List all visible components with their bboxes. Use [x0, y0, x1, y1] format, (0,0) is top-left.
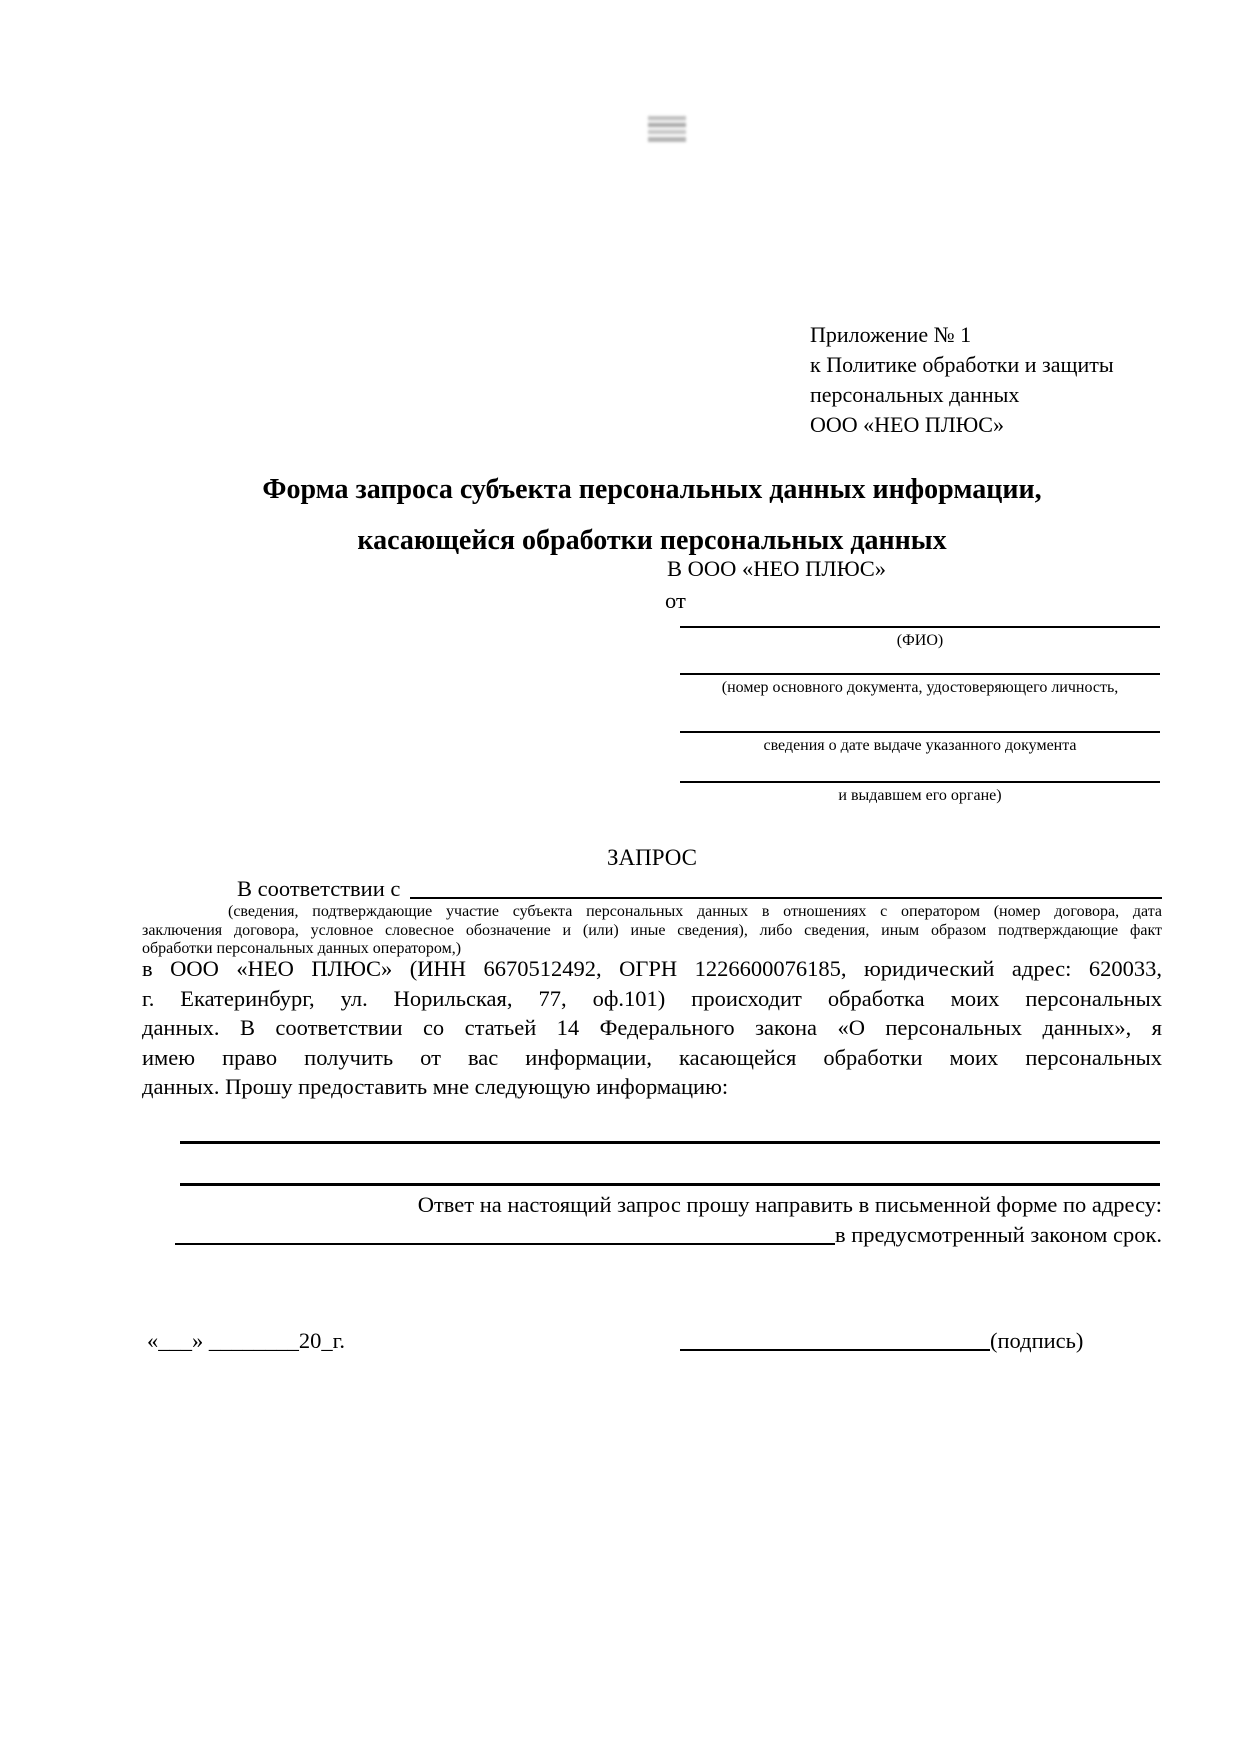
- intro-text: В соответствии с: [237, 876, 401, 901]
- body-line-2: г. Екатеринбург, ул. Норильская, 77, оф.101) происходит обработка моих персональных: [142, 985, 1162, 1011]
- document-number-blank-line: [680, 673, 1160, 675]
- address-blank-line: [175, 1243, 835, 1245]
- issuer-caption: и выдавшем его органе): [838, 787, 1002, 804]
- addressee-org: В ООО «НЕО ПЛЮС»: [667, 556, 887, 581]
- request-body: [142, 954, 1162, 1102]
- info-blank-line-2: [180, 1183, 1160, 1186]
- appendix-line-3: персональных данных: [810, 382, 1020, 407]
- signature-row: [680, 1328, 1083, 1354]
- document-number-caption: (номер основного документа, удостоверяющего личность,: [721, 679, 1119, 696]
- blurred-logo-image: [648, 116, 686, 142]
- appendix-line-1: Приложение № 1: [810, 322, 972, 347]
- answer-request-line: Ответ на настоящий запрос прошу направить в письменной форме по адресу:: [417, 1192, 1162, 1217]
- answer-tail-text: в предусмотренный законом срок.: [835, 1222, 1162, 1247]
- appendix-line-4: ООО «НЕО ПЛЮС»: [810, 412, 1004, 437]
- info-blank-line-1: [180, 1141, 1160, 1144]
- footnote-line-3: обработки персональных данных оператором,): [142, 940, 462, 957]
- address-row: [142, 1222, 1162, 1248]
- date-line: «___» ________20_г.: [147, 1328, 345, 1353]
- fio-caption: (ФИО): [896, 632, 944, 649]
- issue-date-caption: сведения о дате выдаче указанного документа: [763, 737, 1077, 754]
- addressee-from-label: от: [665, 588, 686, 613]
- signature-caption: (подпись): [990, 1328, 1084, 1353]
- issue-date-blank-line: [680, 731, 1160, 733]
- body-line-5: данных. Прошу предоставить мне следующую информацию:: [142, 1074, 729, 1099]
- document-title: [142, 464, 1162, 566]
- issuer-blank-line: [680, 781, 1160, 783]
- title-line-1: Форма запроса субъекта персональных данных информации,: [262, 474, 1042, 505]
- footnote-line-2: заключения договора, условное словесное обозначение и (или) иные сведения), либо сведения, иным образом подтверждающие факт: [142, 921, 1162, 939]
- fio-blank-line: [680, 626, 1160, 628]
- intro-row: [142, 876, 1162, 902]
- request-heading: ЗАПРОС: [606, 845, 698, 870]
- body-line-3: данных. В соответствии со статьей 14 Федерального закона «О персональных данных», я: [142, 1015, 1162, 1040]
- title-line-2: касающейся обработки персональных данных: [357, 525, 947, 556]
- intro-blank-line: [410, 897, 1162, 899]
- footnote-line-1: (сведения, подтверждающие участие субъекта персональных данных в отношениях с оператором (номер договора, дата: [228, 903, 1162, 920]
- appendix-note: [810, 320, 1114, 440]
- body-line-1: в ООО «НЕО ПЛЮС» (ИНН 6670512492, ОГРН 1226600076185, юридический адрес: 620033,: [142, 956, 1162, 981]
- body-line-4: имею право получить от вас информации, касающейся обработки моих персональных: [142, 1044, 1162, 1070]
- appendix-line-2: к Политике обработки и защиты: [810, 352, 1114, 377]
- signature-blank-line: [680, 1349, 990, 1351]
- footnote-block: [142, 903, 1162, 959]
